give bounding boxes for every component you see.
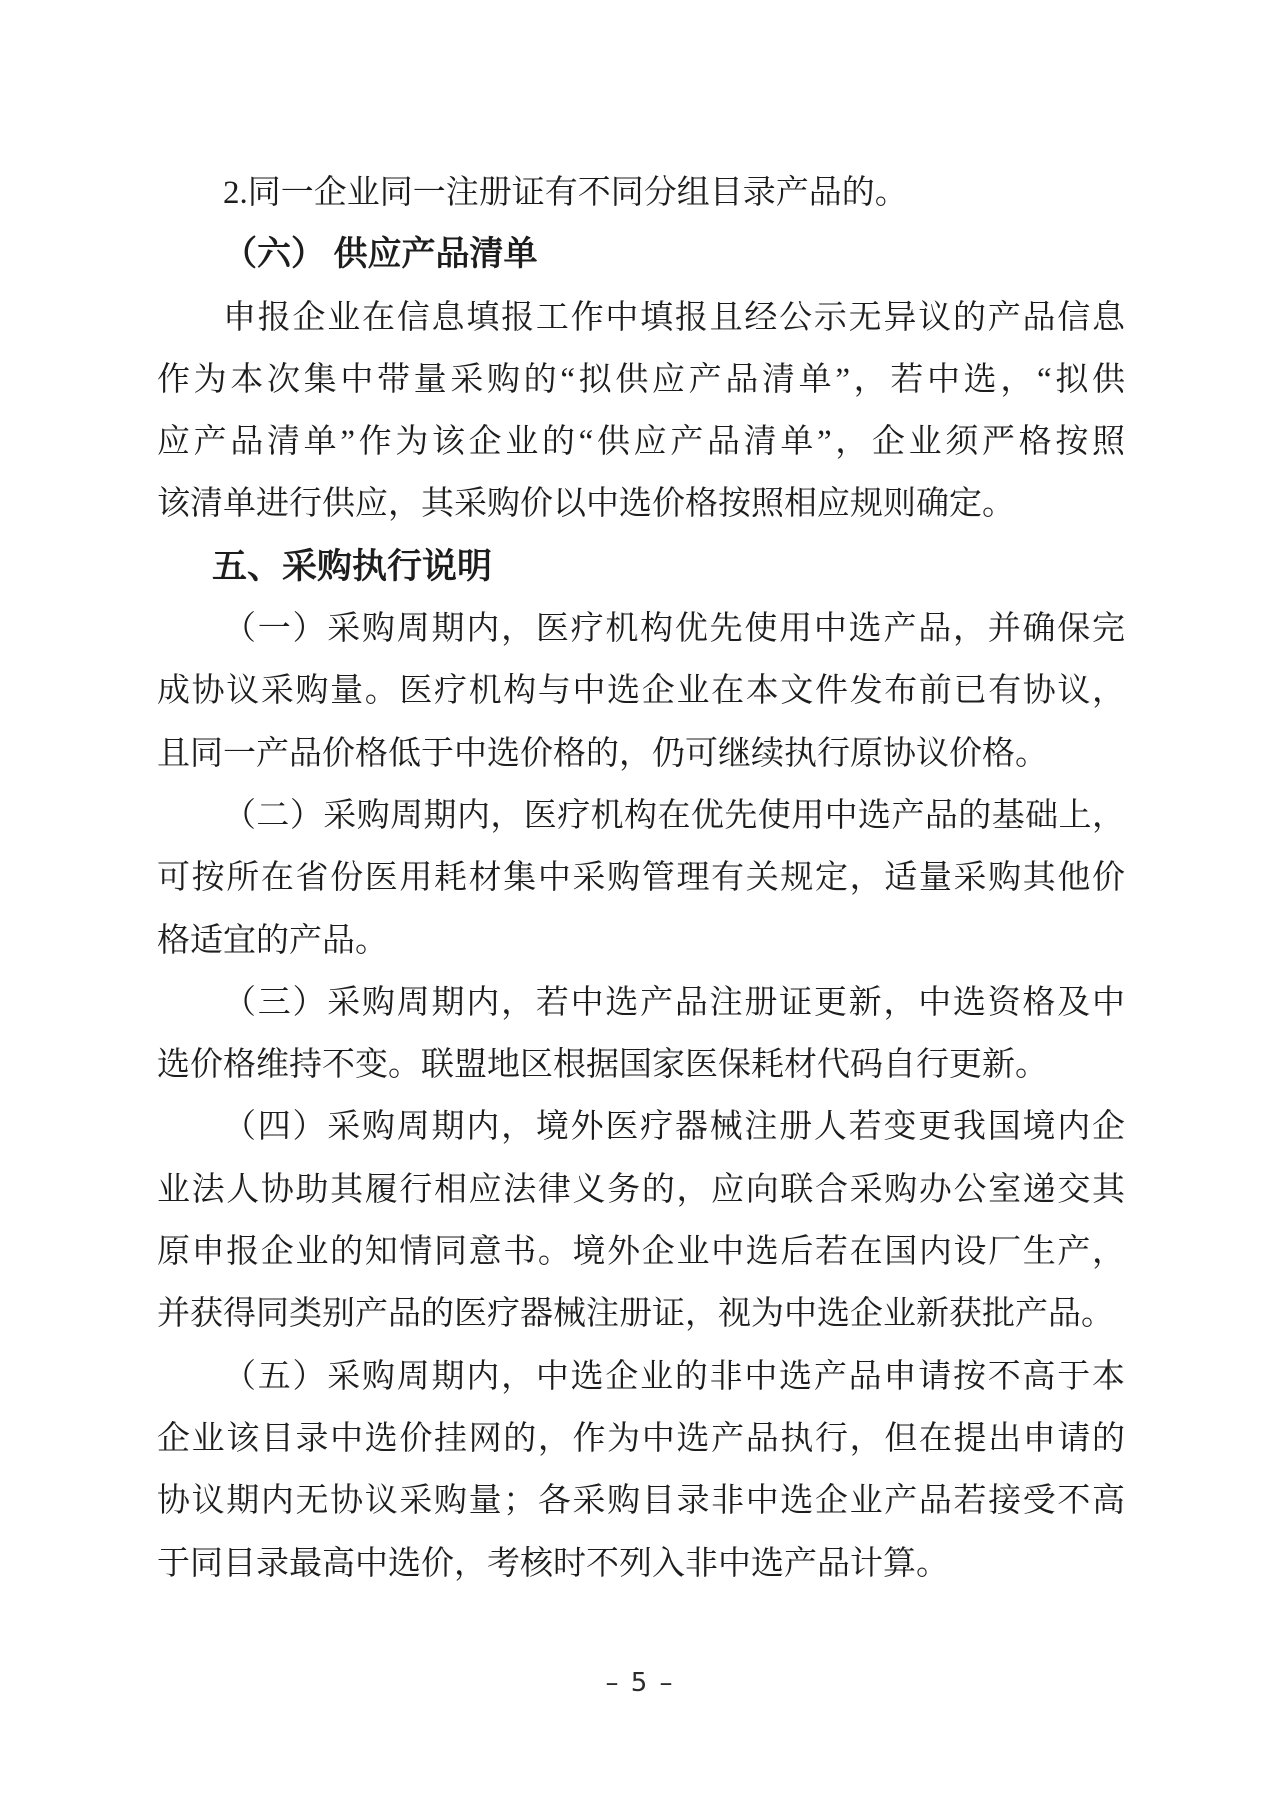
text-line: 企业该目录中选价挂网的，作为中选产品执行，但在提出申请的 <box>157 1420 1125 1457</box>
text-line: （五）采购周期内，中选企业的非中选产品申请按不高于本 <box>223 1358 1125 1395</box>
heading-main: 五、采购执行说明 <box>212 546 493 586</box>
text-line: （二）采购周期内，医疗机构在优先使用中选产品的基础上， <box>223 797 1125 834</box>
text-line: 协议期内无协议采购量；各采购目录非中选企业产品若接受不高 <box>157 1483 1125 1520</box>
text-line: 可按所在省份医用耗材集中采购管理有关规定，适量采购其他价 <box>157 860 1125 897</box>
text-line: 并获得同类别产品的医疗器械注册证，视为中选企业新获批产品。 <box>157 1296 1114 1333</box>
text-line: 成协议采购量。医疗机构与中选企业在本文件发布前已有协议， <box>157 673 1125 710</box>
text-line: 选价格维持不变。联盟地区根据国家医保耗材代码自行更新。 <box>157 1047 1048 1084</box>
text-line: 2.同一企业同一注册证有不同分组目录产品的。 <box>223 175 908 211</box>
text-line: 该清单进行供应，其采购价以中选价格按照相应规则确定。 <box>157 486 1015 523</box>
text-line: 申报企业在信息填报工作中填报且经公示无异议的产品信息 <box>223 299 1125 336</box>
text-line: 格适宜的产品。 <box>157 922 388 959</box>
text-line: （四）采购周期内，境外医疗器械注册人若变更我国境内企 <box>223 1109 1125 1146</box>
text-line: 原申报企业的知情同意书。境外企业中选后若在国内设厂生产， <box>157 1234 1125 1271</box>
heading-sub: （六） 供应产品清单 <box>223 236 538 274</box>
text-line: （三）采购周期内，若中选产品注册证更新，中选资格及中 <box>223 984 1125 1021</box>
page-number: – 5 – <box>605 1668 675 1698</box>
text-line: 于同目录最高中选价，考核时不列入非中选产品计算。 <box>157 1545 949 1582</box>
text-line: 业法人协助其履行相应法律义务的，应向联合采购办公室递交其 <box>157 1171 1125 1208</box>
text-line: 应产品清单”作为该企业的“供应产品清单”，企业须严格按照 <box>157 424 1125 461</box>
text-line: 且同一产品价格低于中选价格的，仍可继续执行原协议价格。 <box>157 735 1048 772</box>
text-line: （一）采购周期内，医疗机构优先使用中选产品，并确保完 <box>223 611 1125 648</box>
text-line: 作为本次集中带量采购的“拟供应产品清单”，若中选，“拟供 <box>157 361 1125 398</box>
document-body <box>157 162 1125 1595</box>
